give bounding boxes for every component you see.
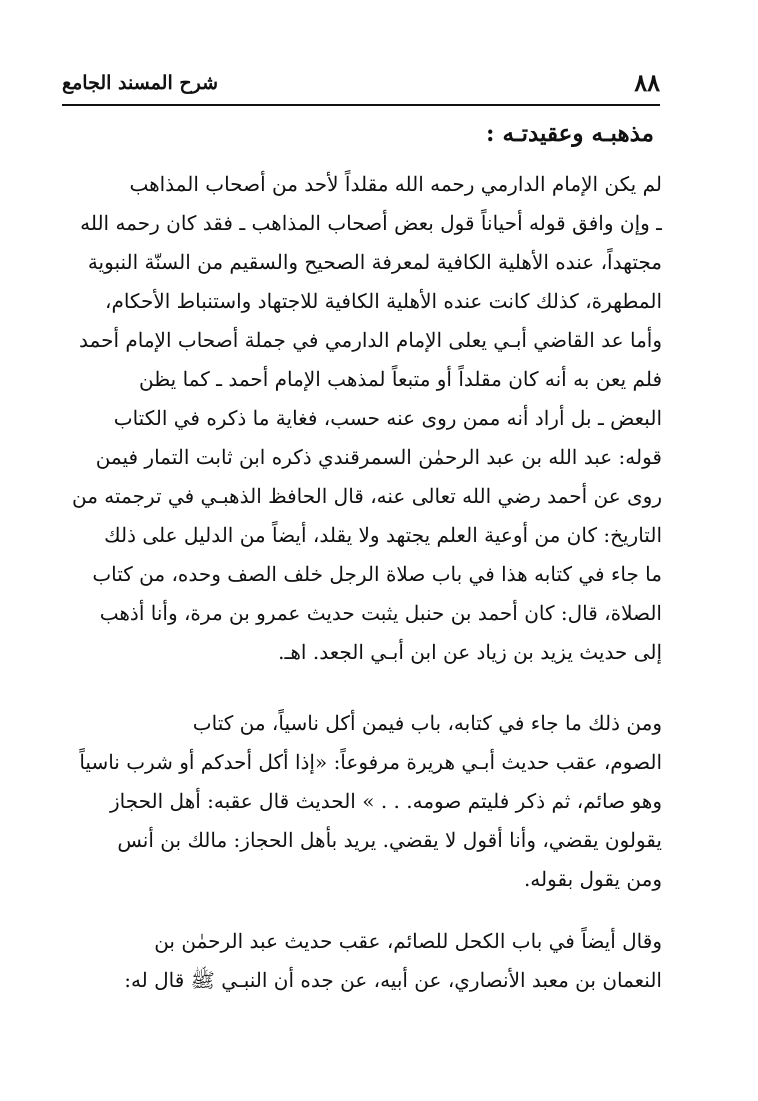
section-heading: مذهبـه وعقيدتـه : xyxy=(486,120,654,147)
text-line: ومن يقول بقوله. xyxy=(523,867,662,891)
text-line: روى عن أحمد رضي الله تعالى عنه، قال الحافظ الذهبـي في ترجمته من xyxy=(71,484,662,508)
text-line: النعمان بن معبد الأنصاري، عن أبيه، عن جده أن النبـي ﷺ قال له: xyxy=(124,968,662,992)
text-line: الصوم، عقب حديث أبـي هريرة مرفوعاً: «إذا أكل أحدكم أو شرب ناسياً xyxy=(79,750,662,774)
text-line: المطهرة، كذلك كانت عنده الأهلية الكافية للاجتهاد واستنباط الأحكام، xyxy=(104,289,662,313)
text-line: وهو صائم، ثم ذكر فليتم صومه. . . » الحديث قال عقبه: أهل الحجاز xyxy=(109,789,662,813)
text-line: وأما عد القاضي أبـي يعلى الإمام الدارمي في جملة أصحاب الإمام أحمد xyxy=(79,328,662,352)
text-line: قوله: عبد الله بن عبد الرحمٰن السمرقندي ذكره ابن ثابت التمار فيمن xyxy=(95,445,662,469)
text-line: ومن ذلك ما جاء في كتابه، باب فيمن أكل ناسياً، من كتاب xyxy=(192,711,662,735)
page-header xyxy=(62,70,660,106)
text-line: ما جاء في كتابه هذا في باب صلاة الرجل خلف الصف وحده، من كتاب xyxy=(92,562,662,586)
text-line: التاريخ: كان من أوعية العلم يجتهد ولا يقلد، أيضاً من الدليل على ذلك xyxy=(104,523,662,547)
text-line: فلم يعن به أنه كان مقلداً أو متبعاً لمذهب الإمام أحمد ـ كما يظن xyxy=(139,367,662,391)
running-title: شرح المسند الجامع xyxy=(62,72,219,94)
text-line: الصلاة، قال: كان أحمد بن حنبل يثبت حديث عمرو بن مرة، وأنا أذهب xyxy=(99,601,662,625)
text-line: لم يكن الإمام الدارمي رحمه الله مقلداً لأحد من أصحاب المذاهب xyxy=(129,172,662,196)
text-line: إلى حديث يزيد بن زياد عن ابن أبـي الجعد. اهـ. xyxy=(278,640,662,664)
text-line: مجتهداً، عنده الأهلية الكافية لمعرفة الصحيح والسقيم من السنّة النبوية xyxy=(87,250,662,274)
text-line: ـ وإن وافق قوله أحياناً قول بعض أصحاب المذاهب ـ فقد كان رحمه الله xyxy=(80,211,662,235)
paragraph-2 xyxy=(62,704,662,899)
paragraph-1 xyxy=(62,165,662,672)
text-line: وقال أيضاً في باب الكحل للصائم، عقب حديث عبد الرحمٰن بن xyxy=(154,929,662,953)
text-line: يقولون يقضي، وأنا أقول لا يقضي. يريد بأهل الحجاز: مالك بن أنس xyxy=(117,828,662,852)
paragraph-3 xyxy=(62,922,662,1000)
page-number: ٨٨ xyxy=(634,68,660,97)
text-line: البعض ـ بل أراد أنه ممن روى عنه حسب، فغاية ما ذكره في الكتاب xyxy=(113,406,662,430)
